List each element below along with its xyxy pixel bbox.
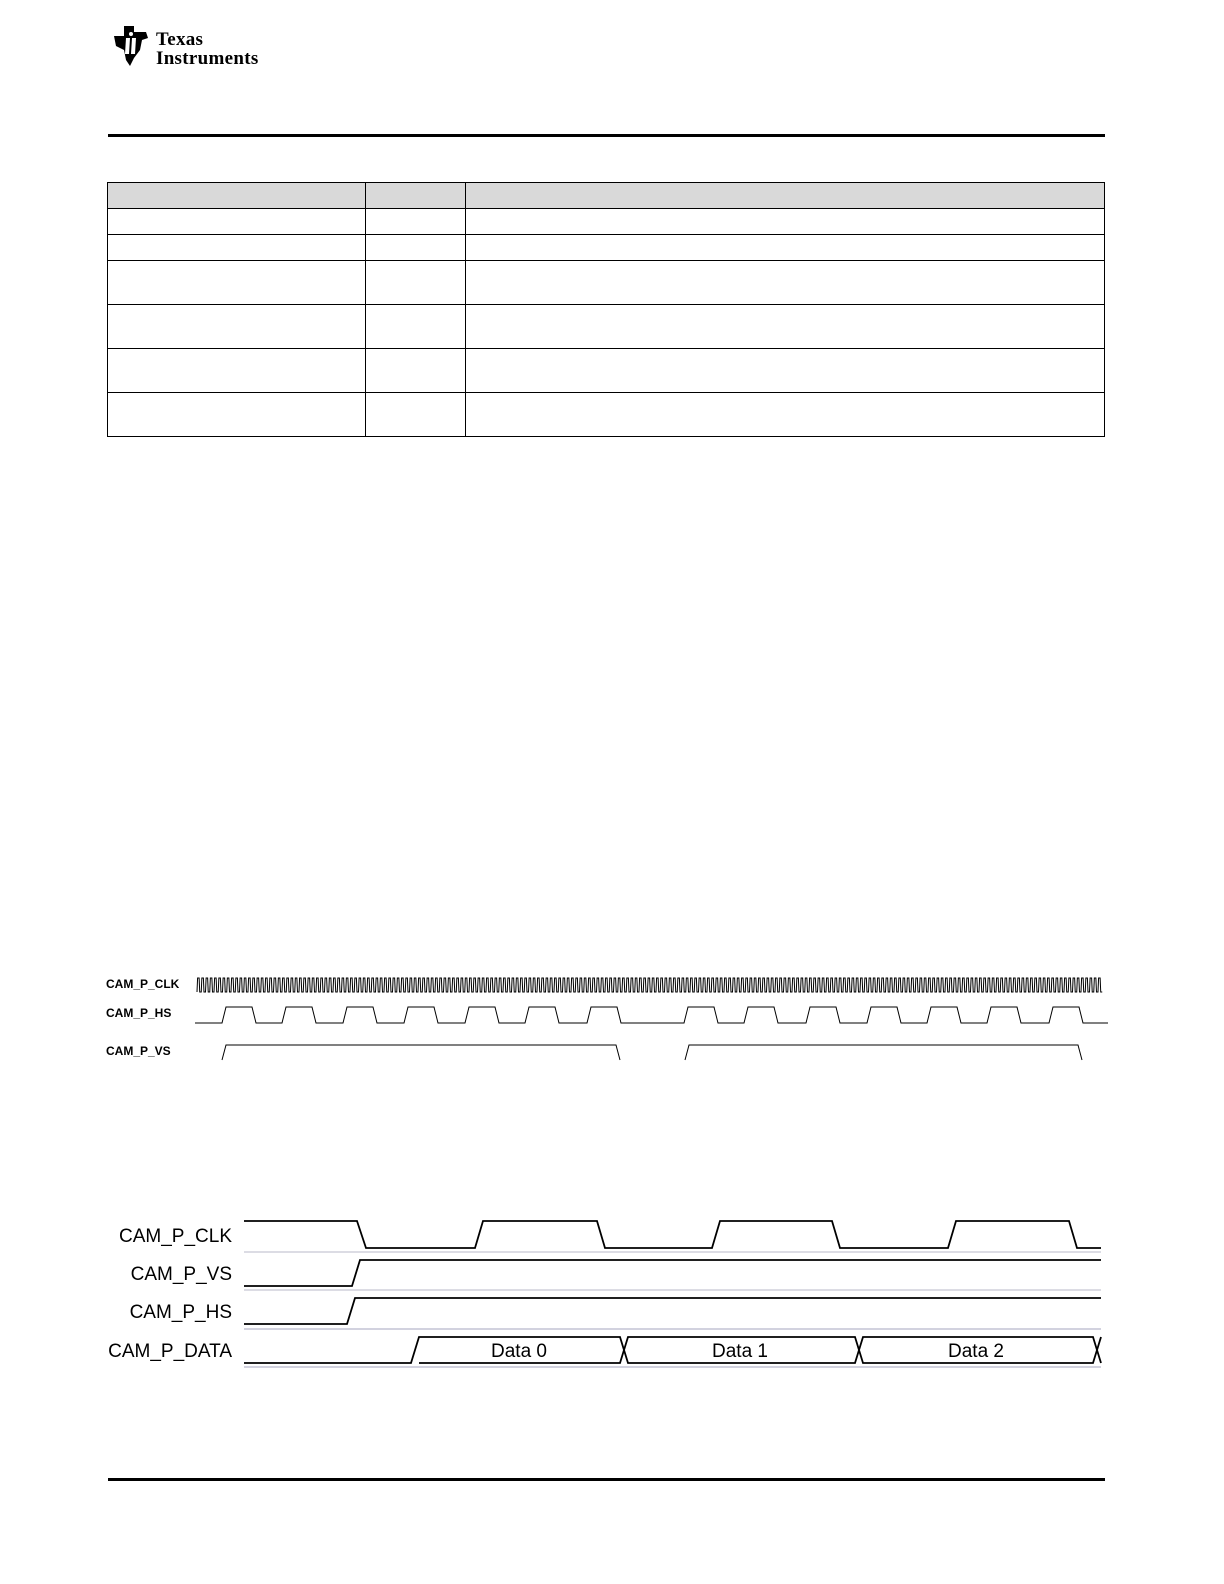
- data-timing-diagram: [108, 1221, 1101, 1367]
- footer-rule: [108, 1478, 1105, 1481]
- data-cell-2: Data 2: [948, 1341, 1004, 1362]
- frame-hs-waveform: [195, 1007, 1108, 1023]
- data-hs-waveform: [244, 1298, 1101, 1324]
- label-data-clk: CAM_P_CLK: [119, 1226, 232, 1247]
- label-data-data: CAM_P_DATA: [108, 1341, 232, 1362]
- frame-timing-diagram: [106, 977, 1108, 1060]
- data-vs-waveform: [244, 1260, 1101, 1286]
- data-clk-waveform: [244, 1221, 1101, 1248]
- data-cell-0: Data 0: [491, 1341, 547, 1362]
- label-frame-hs: CAM_P_HS: [106, 1006, 172, 1020]
- label-data-hs: CAM_P_HS: [129, 1302, 232, 1323]
- data-cell-1: Data 1: [712, 1341, 768, 1362]
- label-data-vs: CAM_P_VS: [130, 1264, 232, 1285]
- label-frame-clk: CAM_P_CLK: [106, 977, 180, 991]
- logo-line-2: Instruments: [156, 48, 259, 69]
- label-frame-vs: CAM_P_VS: [106, 1044, 171, 1058]
- frame-vs-waveform: [222, 1045, 1082, 1060]
- frame-clk-waveform: [197, 978, 1102, 992]
- logo-line-1: Texas: [156, 29, 204, 50]
